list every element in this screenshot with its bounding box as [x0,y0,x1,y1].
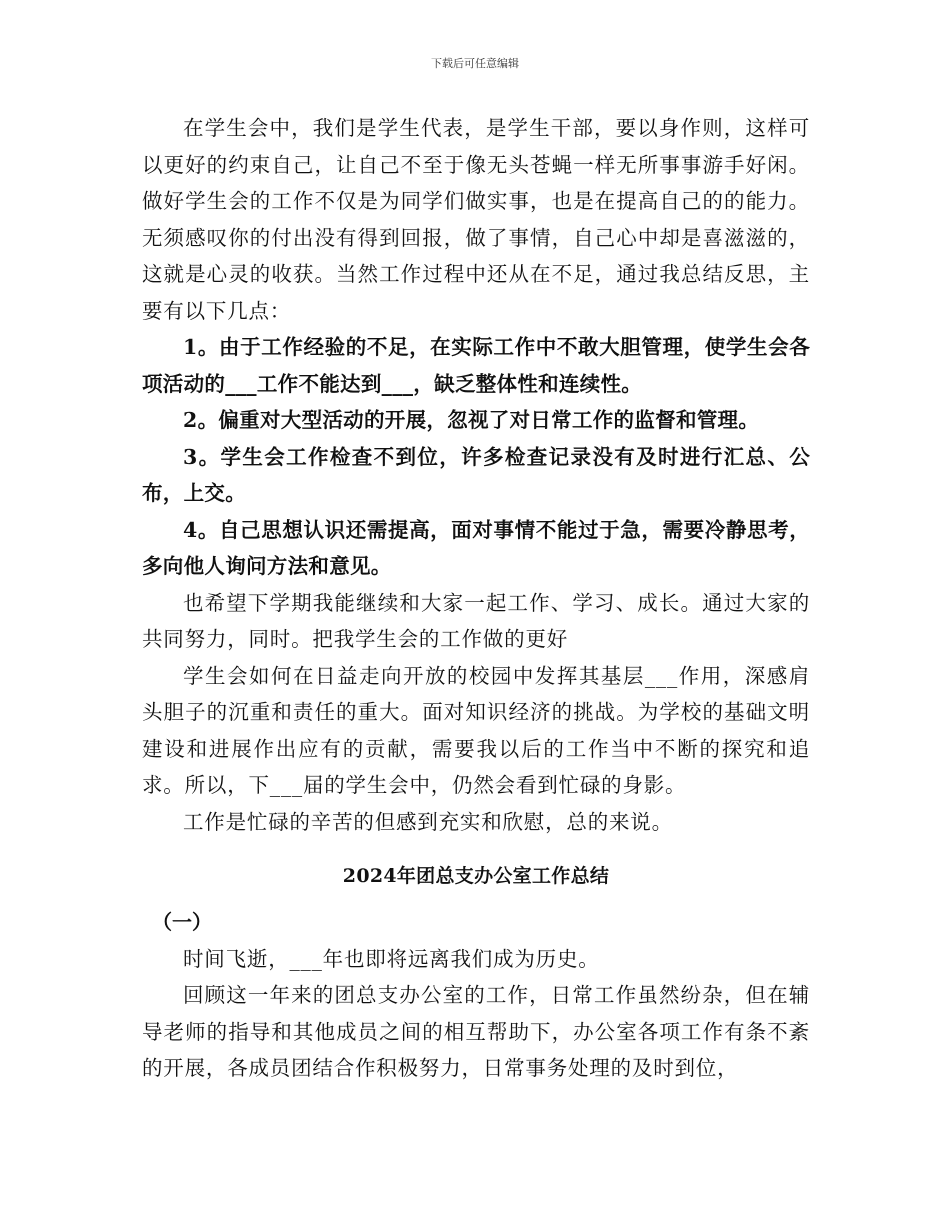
document-body [142,110,810,1087]
section-subtitle: （一） [152,910,212,934]
paragraph: 学生会如何在日益走向开放的校园中发挥其基层___作用，深感肩头胆子的沉重和责任的重大。面对知识经济的挑战。为学校的基础文明建设和进展作出应有的贡献，需要我以后的工作当中不断的探究和追求。所以，下___届的学生会中，仍然会看到忙碌的身影。 [142,663,810,797]
paragraph: 工作是忙碌的辛苦的但感到充实和欣慰，总的来说。 [183,809,673,834]
list-item: 2。偏重对大型活动的开展，忽视了对日常工作的监督和管理。 [183,408,760,432]
paragraph: 在学生会中，我们是学生代表，是学生干部，要以身作则，这样可以更好的约束自己，让自己不至于像无头苍蝇一样无所事事游手好闲。做好学生会的工作不仅是为同学们做实事，也是在提高自己的的能力。无须感叹你的付出没有得到回报，做了事情，自己心中却是喜滋滋的，这就是心灵的收获。当然工作过程中还从在不足，通过我总结反思，主要有以下几点： [142,116,810,323]
page-header: 下载后可任意编辑 [431,57,519,70]
paragraph: 时间飞逝，___年也即将远离我们成为历史。 [183,946,600,971]
list-item: 1。由于工作经验的不足，在实际工作中不敢大胆管理，使学生会各项活动的___工作不能达到___，缺乏整体性和连续性。 [142,335,810,396]
list-item: 4。自己思想认识还需提高，面对事情不能过于急，需要冷静思考，多向他人询问方法和意见。 [142,517,810,578]
paragraph: 回顾这一年来的团总支办公室的工作，日常工作虽然纷杂，但在辅导老师的指导和其他成员之间的相互帮助下，办公室各项工作有条不紊的开展，各成员团结合作积极努力，日常事务处理的及时到位， [142,983,810,1080]
section-title: 2024年团总支办公室工作总结 [342,865,610,887]
list-item: 3。学生会工作检查不到位，许多检查记录没有及时进行汇总、公布，上交。 [142,444,810,505]
paragraph: 也希望下学期我能继续和大家一起工作、学习、成长。通过大家的共同努力，同时。把我学生会的工作做的更好 [142,590,810,651]
